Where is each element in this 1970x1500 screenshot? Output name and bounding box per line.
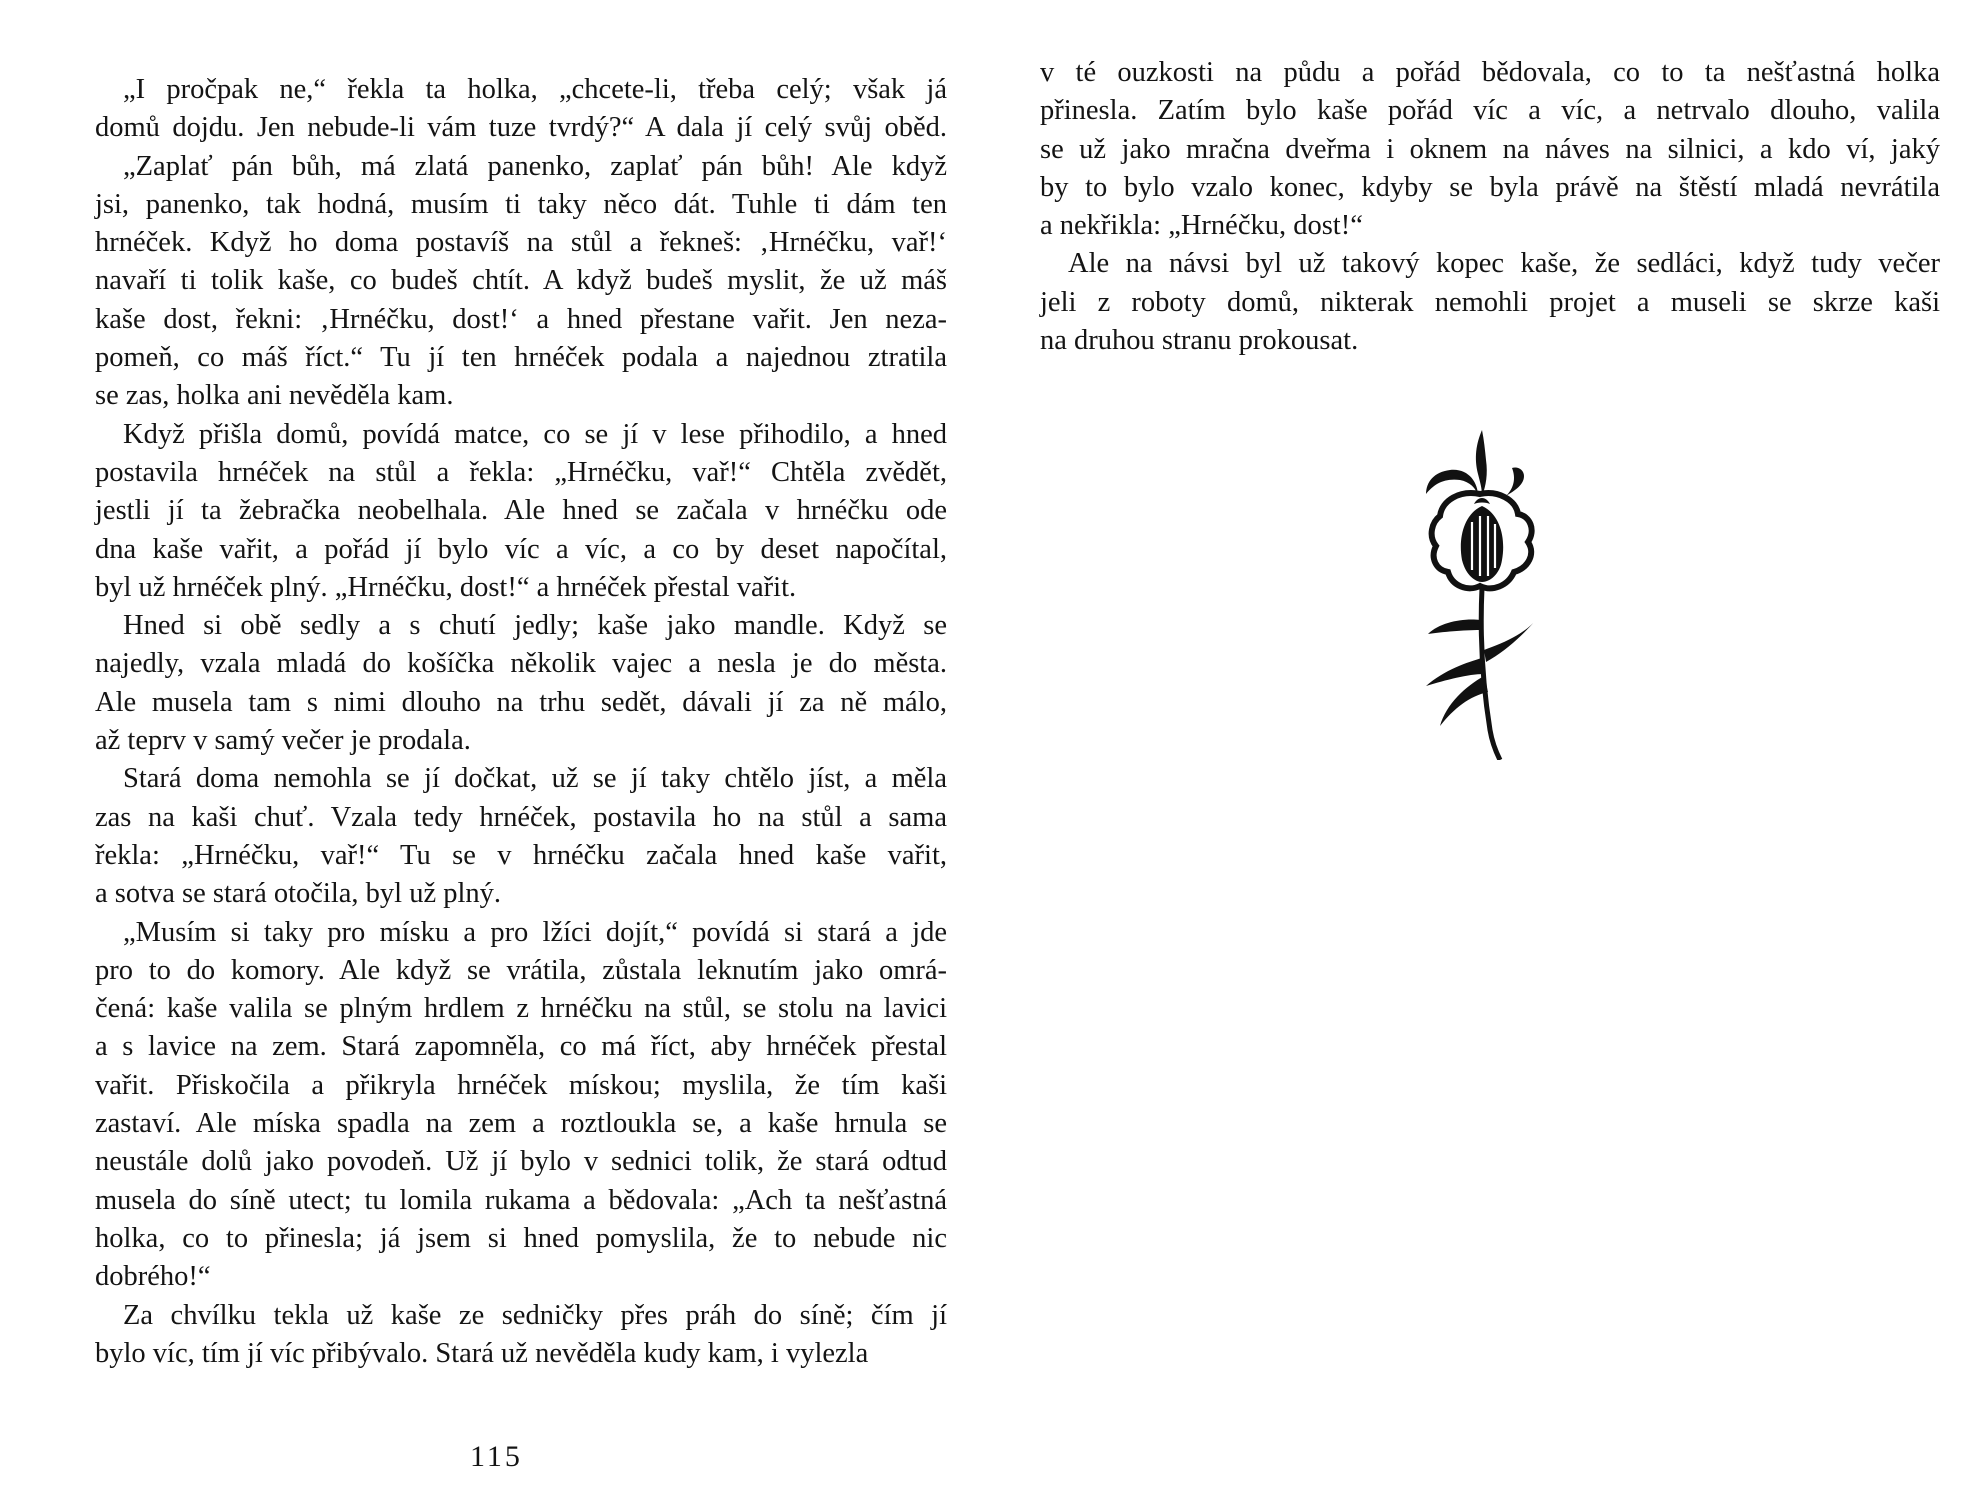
text-line: čená: kaše valila se plným hrdlem z hrnéčku na stůl, se stolu na lavici <box>95 993 947 1025</box>
text-line: pomeň, co máš říct.“ Tu jí ten hrnéček podala a najednou ztratila <box>95 342 947 374</box>
text-line: pro to do komory. Ale když se vrátila, zůstala leknutím jako omrá- <box>95 954 947 986</box>
text-line: jeli z roboty domů, nikterak nemohli projet a museli se skrze kaši <box>1040 286 1940 318</box>
text-line: Když přišla domů, povídá matce, co se jí v lese přihodilo, a hned <box>123 418 947 450</box>
text-line: musela do síně utect; tu lomila rukama a bědovala: „Ach ta nešťastná <box>95 1184 947 1216</box>
text-line: Stará doma nemohla se jí dočkat, už se jí taky chtělo jíst, a měla <box>123 763 947 795</box>
text-line: se už jako mračna dveřma i oknem na náves na silnici, a kdo ví, jaký <box>1040 133 1940 165</box>
text-line: a nekřikla: „Hrnéčku, dost!“ <box>1040 210 1363 242</box>
text-line: hrnéček. Když ho doma postavíš na stůl a řekneš: ‚Hrnéčku, vař!‘ <box>95 227 947 259</box>
text-line: řekla: „Hrnéčku, vař!“ Tu se v hrnéčku začala hned kaše vařit, <box>95 839 947 871</box>
text-line: holka, co to přinesla; já jsem si hned pomyslila, že to nebude nic <box>95 1222 947 1254</box>
text-line: zas na kaši chuť. Vzala tedy hrnéček, postavila ho na stůl a sama <box>95 801 947 833</box>
text-line: na druhou stranu prokousat. <box>1040 325 1359 357</box>
text-line: bylo víc, tím jí víc přibývalo. Stará už nevěděla kudy kam, i vylezla <box>95 1337 869 1369</box>
text-line: v té ouzkosti na půdu a pořád bědovala, co to ta nešťastná holka <box>1040 57 1940 88</box>
text-line: Ale na návsi byl už takový kopec kaše, že sedláci, když tudy večer <box>1068 248 1940 280</box>
text-line: „Musím si taky pro mísku a pro lžíci dojít,“ povídá si stará a jde <box>123 916 947 948</box>
text-line: Hned si obě sedly a s chutí jedly; kaše jako mandle. Když se <box>123 610 947 642</box>
text-line: navaří ti tolik kaše, co budeš chtít. A když budeš myslit, že už máš <box>95 265 947 297</box>
text-line: Za chvílku tekla už kaše ze sedničky přes práh do síně; čím jí <box>123 1299 947 1331</box>
text-line: byl už hrnéček plný. „Hrnéčku, dost!“ a hrnéček přestal vařit. <box>95 571 797 603</box>
text-line: dna kaše vařit, a pořád jí bylo víc a víc, a co by deset napočítal, <box>95 533 947 565</box>
text-line: vařit. Přiskočila a přikryla hrnéček mískou; myslila, že tím kaši <box>95 1069 947 1101</box>
text-line: a sotva se stará otočila, byl už plný. <box>95 878 502 910</box>
text-line: najedly, vzala mladá do košíčka několik vajec a nesla je do města. <box>95 648 947 680</box>
text-line: zastaví. Ale míska spadla na zem a roztloukla se, a kaše hrnula se <box>95 1108 947 1140</box>
text-line: až teprv v samý večer je prodala. <box>95 725 471 757</box>
text-line: „I pročpak ne,“ řekla ta holka, „chcete-li, třeba celý; však já <box>123 74 947 105</box>
left-page-text <box>95 71 947 1373</box>
text-line: přinesla. Zatím bylo kaše pořád víc a víc, a netrvalo dlouho, valila <box>1040 95 1940 127</box>
page-number: 115 <box>470 1440 523 1473</box>
flower-ornament-icon <box>1420 430 1550 760</box>
text-line: a s lavice na zem. Stará zapomněla, co má říct, aby hrnéček přestal <box>95 1031 947 1063</box>
text-line: dobrého!“ <box>95 1261 211 1293</box>
text-line: jestli jí ta žebračka neobelhala. Ale hned se začala v hrnéčku ode <box>95 495 947 527</box>
right-page-text <box>1040 54 1940 360</box>
text-line: kaše dost, řekni: ‚Hrnéčku, dost!‘ a hned přestane vařit. Jen neza- <box>95 303 947 335</box>
text-line: neustále dolů jako povodeň. Už jí bylo v sednici tolik, že stará odtud <box>95 1146 947 1178</box>
text-line: se zas, holka ani nevěděla kam. <box>95 380 454 412</box>
text-line: postavila hrnéček na stůl a řekla: „Hrnéčku, vař!“ Chtěla zvědět, <box>95 456 947 488</box>
text-line: Ale musela tam s nimi dlouho na trhu sedět, dávali jí za ně málo, <box>95 686 947 718</box>
text-line: jsi, panenko, tak hodná, musím ti taky něco dát. Tuhle ti dám ten <box>95 188 947 220</box>
text-line: domů dojdu. Jen nebude-li vám tuze tvrdý?“ A dala jí celý svůj oběd. <box>95 112 947 144</box>
text-line: „Zaplať pán bůh, má zlatá panenko, zaplať pán bůh! Ale když <box>123 150 947 182</box>
text-line: by to bylo vzalo konec, kdyby se byla právě na štěstí mladá nevrátila <box>1040 171 1940 203</box>
